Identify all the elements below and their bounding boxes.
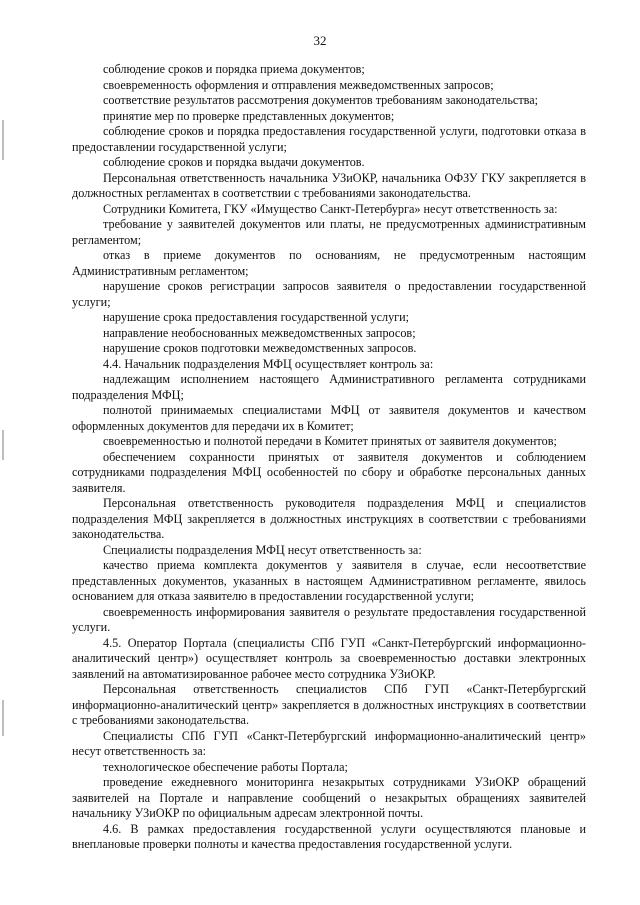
paragraph: полнотой принимаемых специалистами МФЦ от заявителя документов и качеством оформленных документов для передачи их в Комитет; bbox=[72, 403, 586, 433]
scan-edge-mark bbox=[2, 120, 4, 160]
paragraph: надлежащим исполнением настоящего Административного регламента сотрудниками подразделения МФЦ; bbox=[72, 372, 586, 402]
paragraph: направление необоснованных межведомственных запросов; bbox=[103, 325, 416, 340]
scan-edge-mark bbox=[2, 430, 4, 460]
paragraph: обеспечением сохранности принятых от заявителя документов и соблюдением сотрудниками подразделения МФЦ особенностей по сбору и обработке персональных данных заявителя. bbox=[72, 449, 586, 495]
paragraph: нарушение сроков регистрации запросов заявителя о предоставлении государственной услуги; bbox=[72, 279, 586, 309]
paragraph: соответствие результатов рассмотрения документов требованиям законодательства; bbox=[103, 93, 539, 107]
paragraph: проведение ежедневного мониторинга незакрытых сотрудниками УЗиОКР обращений заявителей на Портале и направление сообщений о незакрытых обращениях заявителей начальнику УЗиОКР по официальным адресам электронной почты. bbox=[72, 775, 586, 820]
paragraph: Персональная ответственность специалистов СПб ГУП «Санкт-Петербургский информационно-аналитический центр» закрепляется в должностных инструкциях в соответствии с требованиями законодательства. bbox=[72, 682, 586, 727]
paragraph: 4.6. В рамках предоставления государственной услуги осуществляются плановые и внеплановые проверки полноты и качества предоставления государственной услуги. bbox=[72, 821, 586, 851]
paragraph: 4.4. Начальник подразделения МФЦ осуществляет контроль за: bbox=[103, 356, 434, 371]
scan-edge-mark bbox=[2, 700, 4, 736]
paragraph: Специалисты СПб ГУП «Санкт-Петербургский информационно-аналитический центр» несут ответственность за: bbox=[72, 728, 586, 758]
paragraph: качество приема комплекта документов у заявителя в случае, если несоответствие представленных документов, указанных в настоящем Административном регламенте, явилось основанием для отказа заявителю в предоставлении государственной услуги; bbox=[72, 558, 586, 603]
paragraph: 4.5. Оператор Портала (специалисты СПб ГУП «Санкт-Петербургский информационно-аналитический центр») осуществляет контроль за своевременностью доставки электронных заявлений на автоматизированное рабочее место сотрудника УЗиОКР. bbox=[72, 635, 586, 681]
paragraph: своевременность информирования заявителя о результате предоставления государственной услуги. bbox=[72, 604, 586, 634]
page-number: 32 bbox=[313, 33, 327, 48]
paragraph: соблюдение сроков и порядка приема документов; bbox=[103, 62, 365, 76]
paragraph: соблюдение сроков и порядка выдачи документов. bbox=[103, 155, 365, 169]
paragraph: отказ в приеме документов по основаниям, не предусмотренным настоящим Административным регламентом; bbox=[72, 248, 586, 278]
paragraph: нарушение сроков подготовки межведомственных запросов. bbox=[103, 341, 417, 355]
paragraph: Персональная ответственность руководителя подразделения МФЦ и специалистов подразделения МФЦ закрепляется в должностных инструкциях в соответствии с требованиями законодательства. bbox=[72, 496, 586, 541]
paragraph: технологическое обеспечение работы Портала; bbox=[103, 759, 348, 774]
paragraph: своевременность оформления и отправления межведомственных запросов; bbox=[103, 77, 494, 92]
paragraph: нарушение срока предоставления государственной услуги; bbox=[103, 310, 410, 324]
document-body bbox=[72, 62, 586, 853]
paragraph: принятие мер по проверке представленных документов; bbox=[103, 108, 395, 123]
paragraph: требование у заявителей документов или платы, не предусмотренных административным регламентом; bbox=[72, 217, 586, 247]
paragraph: Специалисты подразделения МФЦ несут ответственность за: bbox=[103, 542, 422, 557]
paragraph: Сотрудники Комитета, ГКУ «Имущество Санкт-Петербурга» несут ответственность за: bbox=[103, 201, 558, 216]
paragraph: соблюдение сроков и порядка предоставления государственной услуги, подготовки отказа в предоставлении государственной услуги; bbox=[72, 124, 586, 154]
paragraph: Персональная ответственность начальника УЗиОКР, начальника ОФЗУ ГКУ закрепляется в должностных регламентах в соответствии с требованиями законодательства. bbox=[72, 170, 586, 200]
paragraph: своевременностью и полнотой передачи в Комитет принятых от заявителя документов; bbox=[103, 434, 557, 448]
